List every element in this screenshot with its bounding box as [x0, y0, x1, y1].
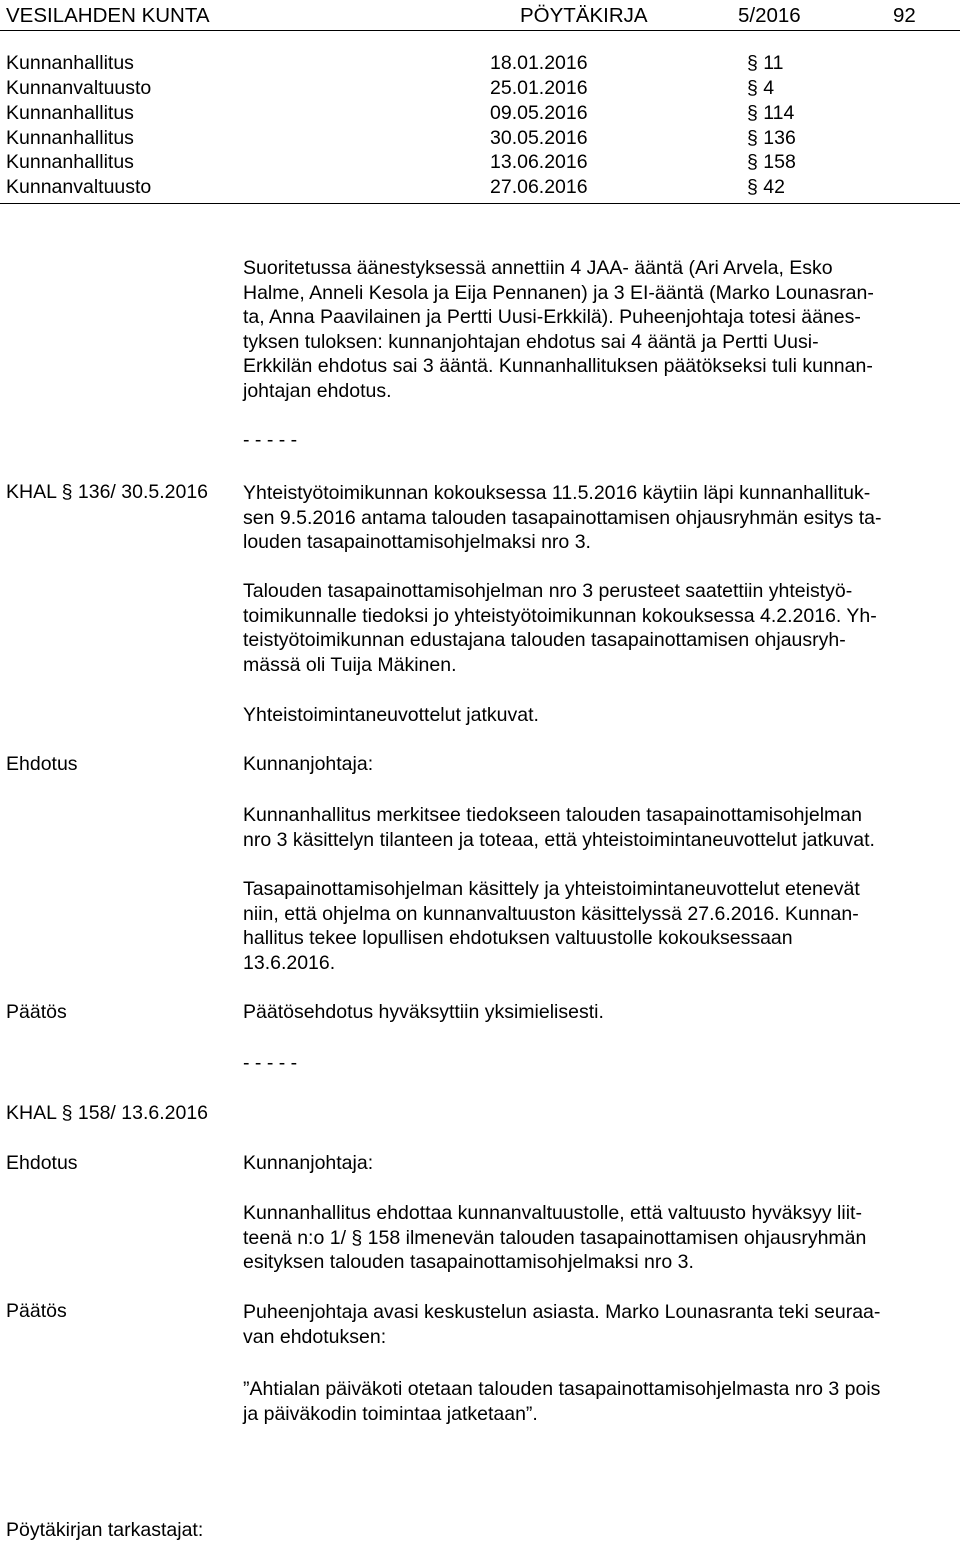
history-date: 27.06.2016 [490, 176, 588, 198]
separator: - - - - - [243, 429, 298, 451]
section-reference-158: KHAL § 158/ 13.6.2016 [6, 1102, 209, 1124]
status-paragraph: Yhteistoimintaneuvottelut jatkuvat. [243, 704, 539, 726]
header-rule [0, 30, 960, 31]
text-line: Kunnanhallitus ehdottaa kunnanvaltuustolle, että valtuusto hyväksyy liit- [243, 1202, 862, 1224]
proposal-label: Ehdotus [6, 1152, 78, 1174]
text-line: Erkkilän ehdotus sai 3 ääntä. Kunnanhallituksen päätökseksi tuli kunnan- [243, 355, 873, 377]
history-section: § 42 [747, 176, 785, 198]
background-paragraph [243, 579, 877, 677]
history-body: Kunnanhallitus [6, 102, 134, 124]
history-section: § 11 [747, 52, 784, 74]
proposer: Kunnanjohtaja: [243, 1152, 374, 1174]
history-rule [0, 203, 960, 204]
proposal-paragraph [243, 1201, 866, 1275]
section-reference-136: KHAL § 136/ 30.5.2016 [6, 481, 209, 503]
history-date: 09.05.2016 [490, 102, 588, 124]
text-line: teenä n:o 1/ § 158 ilmenevän talouden tasapainottamisen ohjausryhmän [243, 1226, 867, 1249]
history-date: 18.01.2016 [490, 52, 588, 74]
history-date: 13.06.2016 [490, 151, 588, 173]
text-line: ja päiväkodin toimintaa jatketaan”. [243, 1402, 538, 1425]
proposal-label: Ehdotus [6, 753, 78, 775]
text-line: esityksen talouden tasapainottamisohjelmaksi nro 3. [243, 1251, 694, 1273]
separator: - - - - - [243, 1052, 298, 1074]
text-line: Puheenjohtaja avasi keskustelun asiasta. Marko Lounasranta teki seuraa- [243, 1301, 881, 1323]
history-section: § 136 [747, 127, 796, 149]
text-line: johtajan ehdotus. [243, 379, 392, 402]
proposal-paragraph [243, 803, 875, 852]
text-line: Yhteistyötoimikunnan kokouksessa 11.5.2016 käytiin läpi kunnanhallituk- [243, 482, 871, 504]
text-line: ”Ahtialan päiväkoti otetaan talouden tasapainottamisohjelmasta nro 3 pois [243, 1378, 881, 1400]
text-line: niin, että ohjelma on kunnanvaltuuston käsittelyssä 27.6.2016. Kunnan- [243, 902, 859, 925]
history-date: 25.01.2016 [490, 77, 588, 99]
history-section: § 4 [747, 77, 775, 99]
text-line: louden tasapainottamisohjelmaksi nro 3. [243, 531, 591, 553]
text-line: ta, Anna Paavilainen ja Pertti Uusi-Erkkilä). Puheenjohtaja totesi äänes- [243, 306, 861, 328]
text-line: tyksen tuloksen: kunnanjohtajan ehdotus sai 4 ääntä ja Pertti Uusi- [243, 330, 819, 353]
proposer: Kunnanjohtaja: [243, 753, 374, 775]
history-section: § 158 [747, 151, 796, 173]
text-line: Talouden tasapainottamisohjelman nro 3 perusteet saatettiin yhteistyö- [243, 580, 853, 602]
history-body: Kunnanhallitus [6, 151, 134, 173]
text-line: van ehdotuksen: [243, 1325, 387, 1348]
history-body: Kunnanhallitus [6, 52, 134, 74]
decision-label: Päätös [6, 1300, 67, 1322]
intro-paragraph [243, 481, 881, 555]
quoted-proposal [243, 1377, 880, 1426]
text-line: Halme, Anneli Kesola ja Eija Pennanen) ja 3 EI-ääntä (Marko Lounasran- [243, 281, 874, 304]
proposal-paragraph [243, 877, 860, 975]
history-body: Kunnanvaltuusto [6, 176, 152, 198]
text-line: Suoritetussa äänestyksessä annettiin 4 JAA- ääntä (Ari Arvela, Esko [243, 257, 833, 279]
text-line: toimikunnalle tiedoksi jo yhteistyötoimikunnan kokouksessa 4.2.2016. Yh- [243, 604, 877, 627]
page-number: 92 [893, 4, 916, 27]
history-section: § 114 [747, 102, 795, 124]
text-line: mässä oli Tuija Mäkinen. [243, 653, 457, 676]
history-body: Kunnanvaltuusto [6, 77, 152, 99]
vote-result-paragraph [243, 256, 874, 403]
text-line: nro 3 käsittelyn tilanteen ja toteaa, että yhteistoimintaneuvottelut jatkuvat. [243, 828, 875, 851]
history-date: 30.05.2016 [490, 127, 588, 149]
checkers-label: Pöytäkirjan tarkastajat: [6, 1519, 204, 1541]
issue-number: 5/2016 [738, 4, 801, 27]
decision-paragraph [243, 1300, 880, 1349]
document-type: PÖYTÄKIRJA [520, 4, 648, 27]
text-line: Tasapainottamisohjelman käsittely ja yhteistoimintaneuvottelut etenevät [243, 878, 860, 900]
text-line: Kunnanhallitus merkitsee tiedokseen talouden tasapainottamisohjelman [243, 804, 862, 826]
text-line: sen 9.5.2016 antama talouden tasapainottamisen ohjausryhmän esitys ta- [243, 506, 882, 529]
decision-text: Päätösehdotus hyväksyttiin yksimielisesti. [243, 1001, 604, 1023]
text-line: 13.6.2016. [243, 951, 336, 974]
decision-label: Päätös [6, 1001, 67, 1023]
history-body: Kunnanhallitus [6, 127, 134, 149]
text-line: teistyötoimikunnan edustajana talouden tasapainottamisen ohjausryh- [243, 629, 846, 651]
text-line: hallitus tekee lopullisen ehdotuksen valtuustolle kokouksessaan [243, 927, 793, 949]
municipality-name: VESILAHDEN KUNTA [6, 4, 210, 27]
